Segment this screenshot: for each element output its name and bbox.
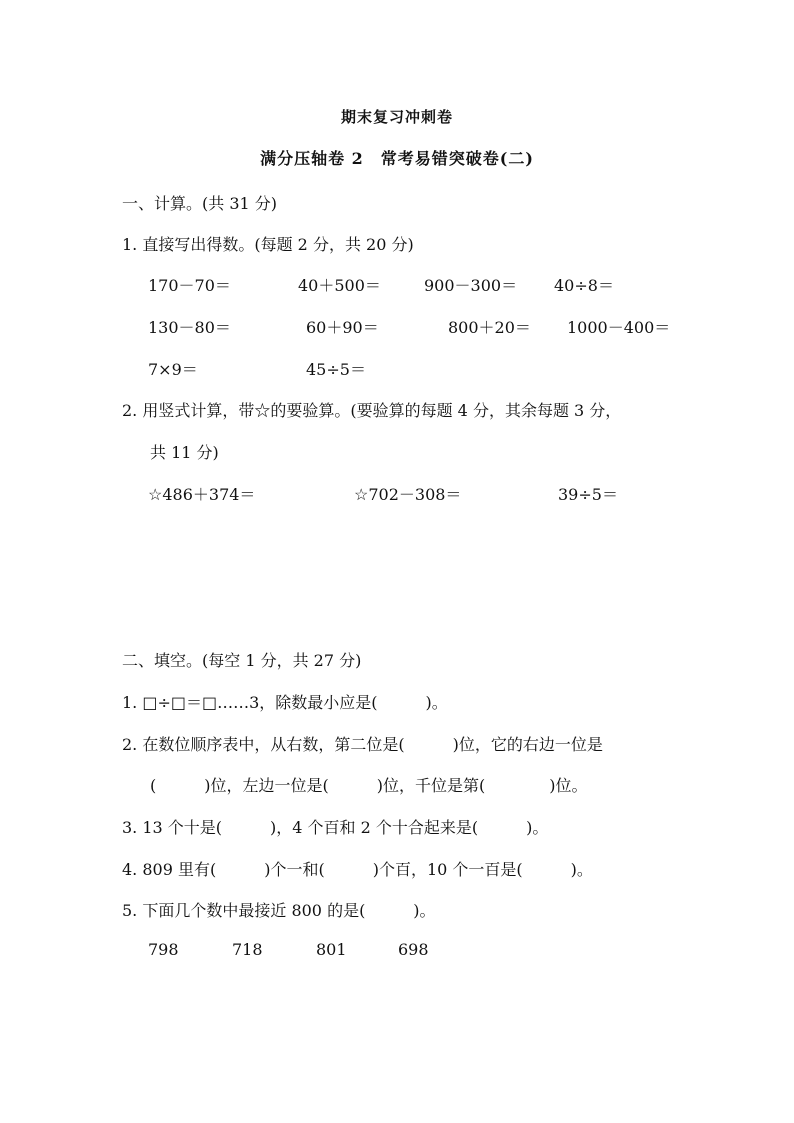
vertical-calc-item: 39÷5＝ [558,485,618,504]
oral-calc-item: 45÷5＝ [306,360,366,379]
fill-question-3: 3. 13 个十是( )，4 个百和 2 个十合起来是( )。 [122,818,549,837]
oral-calc-item: 1000－400＝ [567,318,671,337]
question-1-1-prompt: 1. 直接写出得数。(每题 2 分，共 20 分) [122,235,414,254]
oral-calc-item: 900－300＝ [424,276,518,295]
number-option: 698 [398,940,429,959]
oral-calc-item: 130－80＝ [148,318,231,337]
fill-question-1: 1. □÷□＝□……3，除数最小应是( )。 [122,693,448,712]
worksheet-subtitle: 满分压轴卷 2 常考易错突破卷(二) [260,149,534,168]
oral-calc-item: 60＋90＝ [306,318,379,337]
number-option: 801 [316,940,347,959]
question-1-2-prompt-cont: 共 11 分) [150,443,219,462]
vertical-calc-item: ☆486＋374＝ [148,485,256,504]
number-option: 718 [232,940,263,959]
fill-question-2-cont: ( )位，左边一位是( )位，千位是第( )位。 [150,776,588,795]
section-two-heading: 二、填空。(每空 1 分，共 27 分) [122,651,362,670]
question-1-2-prompt: 2. 用竖式计算，带☆的要验算。(要验算的每题 4 分，其余每题 3 分， [122,401,622,420]
fill-question-2: 2. 在数位顺序表中，从右数，第二位是( )位，它的右边一位是 [122,735,603,754]
oral-calc-item: 40÷8＝ [554,276,614,295]
oral-calc-item: 7×9＝ [148,360,198,379]
oral-calc-item: 170－70＝ [148,276,231,295]
fill-question-5: 5. 下面几个数中最接近 800 的是( )。 [122,901,436,920]
oral-calc-item: 800＋20＝ [448,318,531,337]
vertical-calc-item: ☆702－308＝ [354,485,462,504]
fill-question-4: 4. 809 里有( )个一和( )个百，10 个一百是( )。 [122,860,593,879]
number-option: 798 [148,940,179,959]
worksheet-title: 期末复习冲刺卷 [340,108,453,126]
oral-calc-item: 40＋500＝ [298,276,381,295]
section-one-heading: 一、计算。(共 31 分) [122,194,278,213]
